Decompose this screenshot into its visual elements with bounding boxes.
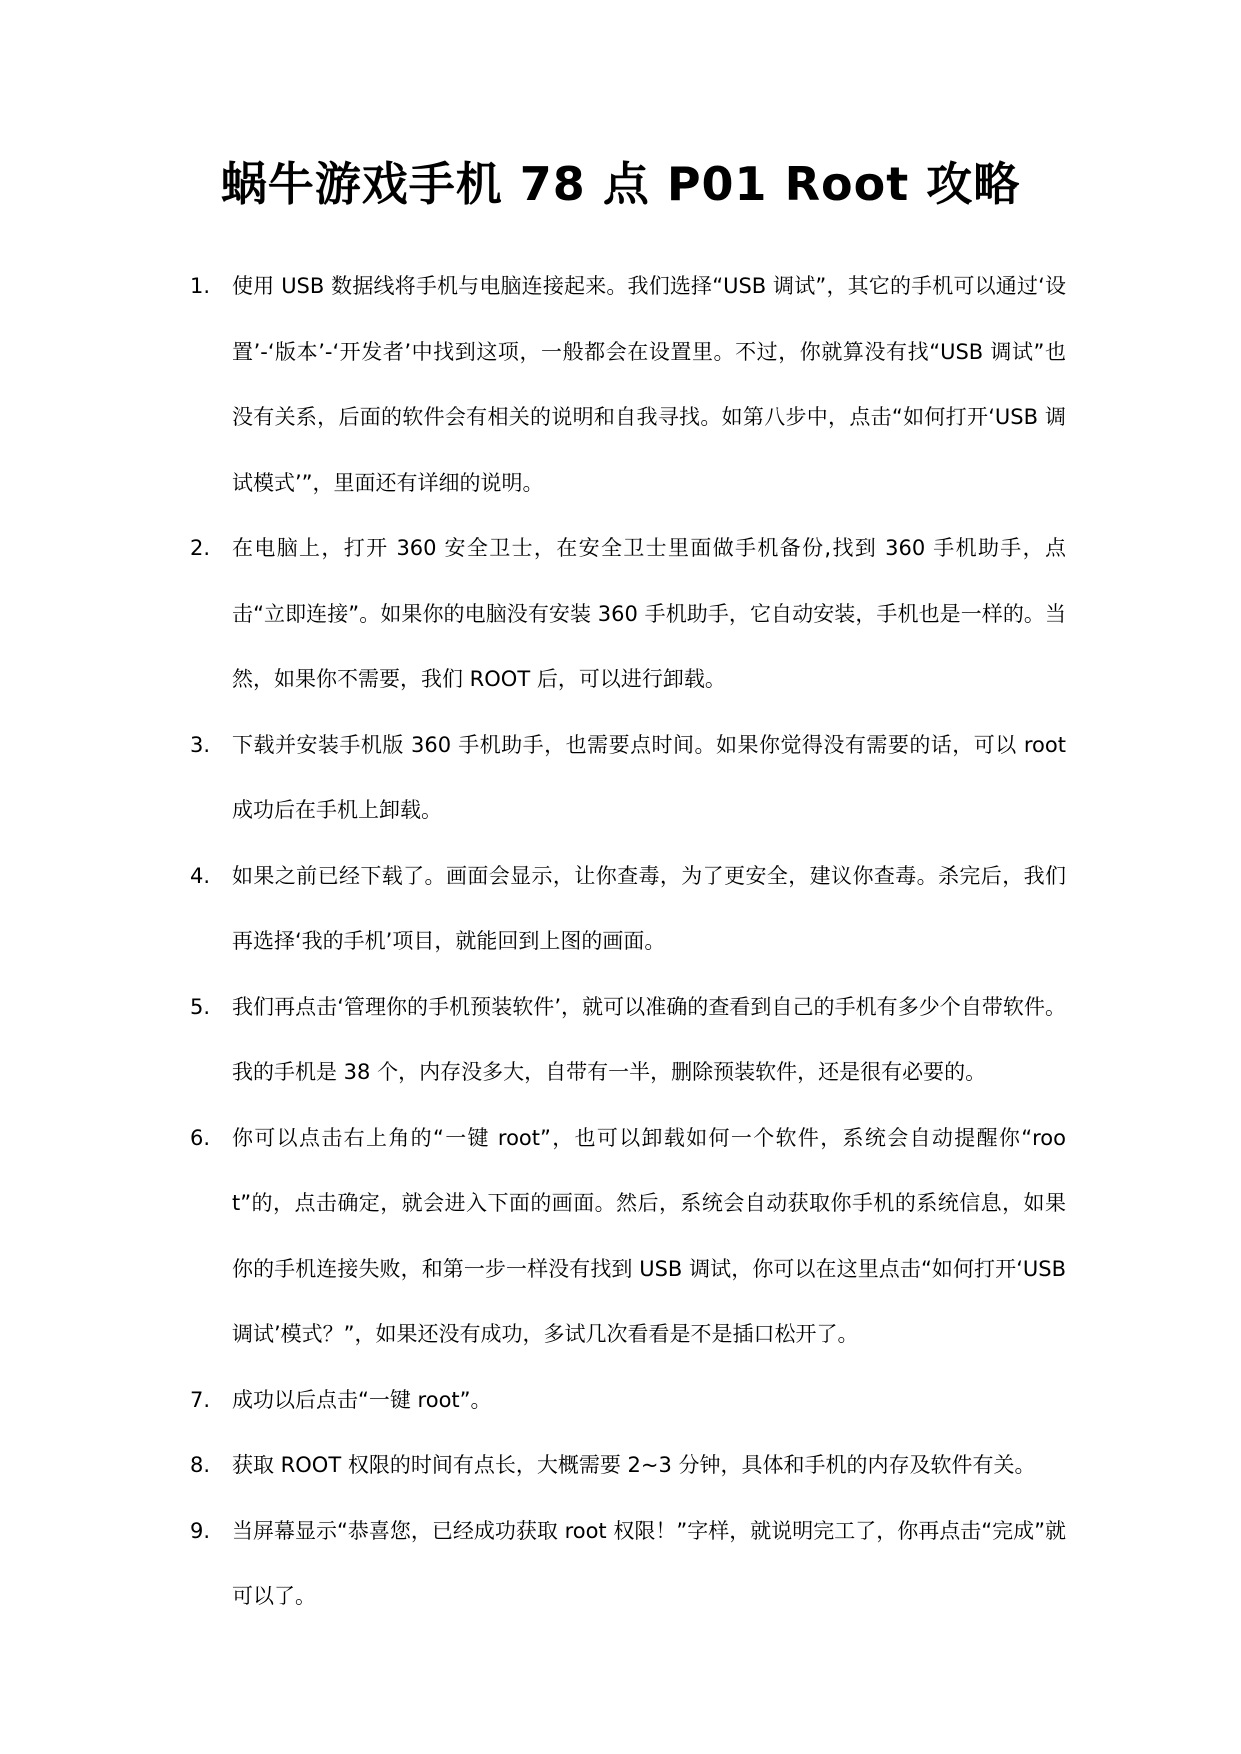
document-title: 蜗牛游戏手机 78 点 P01 Root 攻略 [220, 157, 1021, 211]
step-number: 6. [190, 1125, 211, 1150]
step-number: 8. [190, 1453, 211, 1477]
step-item-8 [186, 1433, 1066, 1499]
step-text: 当屏幕显示“恭喜您，已经成功获取 root 权限！”字样，就说明完工了，你再点击“完成”就可以了。 [232, 1518, 1066, 1608]
step-item-7 [186, 1368, 1066, 1434]
step-text: 你可以点击右上角的“一键 root”，也可以卸载如何一个软件，系统会自动提醒你“root”的，点击确定，就会进入下面的画面。然后，系统会自动获取你手机的系统信息，如果你的手机连接失败，和第一步一样没有找到 USB 调试，你可以在这里点击“如何打开‘USB 调试’模式？”，如果还没有成功，多试几次看看是不是插口松开了。 [232, 1125, 1066, 1346]
step-item-3 [186, 713, 1066, 844]
step-text: 如果之前已经下载了。画面会显示，让你查毒，为了更安全，建议你查毒。杀完后，我们再选择‘我的手机’项目，就能回到上图的画面。 [232, 863, 1066, 953]
step-text: 下载并安装手机版 360 手机助手，也需要点时间。如果你觉得没有需要的话，可以 root 成功后在手机上卸载。 [232, 732, 1066, 822]
step-item-1 [186, 254, 1066, 516]
step-item-9 [186, 1499, 1066, 1630]
step-number: 1. [190, 274, 211, 298]
step-item-4 [186, 844, 1066, 975]
step-number: 4. [190, 863, 211, 888]
step-text: 使用 USB 数据线将手机与电脑连接起来。我们选择“USB 调试”，其它的手机可以通过‘设置’-‘版本’-‘开发者’中找到这项，一般都会在设置里。不过，你就算没有找“USB 调试”也没有关系，后面的软件会有相关的说明和自我寻找。如第八步中，点击“如何打开‘USB 调试模式’”，里面还有详细的说明。 [232, 274, 1066, 495]
step-number: 2. [190, 536, 211, 560]
step-number: 7. [190, 1387, 211, 1412]
step-item-6 [186, 1106, 1066, 1368]
step-item-2 [186, 516, 1066, 713]
steps-list [186, 254, 1066, 1630]
step-text: 获取 ROOT 权限的时间有点长，大概需要 2~3 分钟，具体和手机的内存及软件有关。 [232, 1453, 1036, 1477]
step-text: 在电脑上，打开 360 安全卫士，在安全卫士里面做手机备份,找到 360 手机助手，点击“立即连接”。如果你的电脑没有安装 360 手机助手，它自动安装，手机也是一样的。当然，如果你不需要，我们 ROOT 后，可以进行卸载。 [232, 536, 1066, 691]
step-number: 9. [190, 1518, 211, 1543]
step-number: 3. [190, 732, 211, 757]
step-number: 5. [190, 994, 211, 1019]
step-item-5 [186, 975, 1066, 1106]
step-text: 成功以后点击“一键 root”。 [232, 1387, 492, 1412]
step-text: 我们再点击‘管理你的手机预装软件’，就可以准确的查看到自己的手机有多少个自带软件。我的手机是 38 个，内存没多大，自带有一半，删除预装软件，还是很有必要的。 [232, 994, 1066, 1084]
